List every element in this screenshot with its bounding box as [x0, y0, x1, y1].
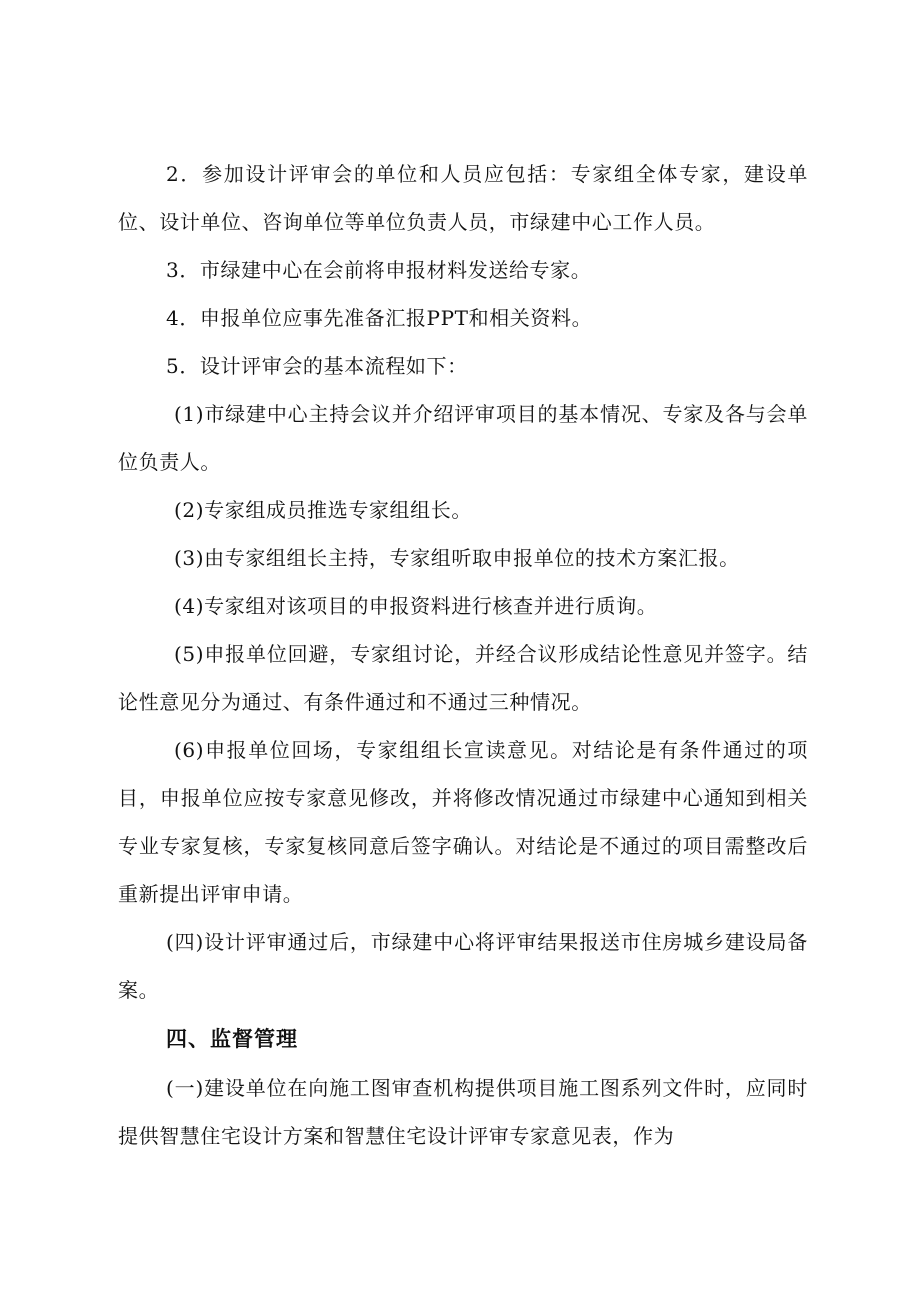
paragraph-filing: (四)设计评审通过后，市绿建中心将评审结果报送市住房城乡建设局备案。	[118, 930, 808, 1002]
paragraph-participants: 2．参加设计评审会的单位和人员应包括：专家组全体专家，建设单位、设计单位、咨询单位等单位负责人员，市绿建中心工作人员。	[118, 162, 808, 234]
process-step-3: (3)由专家组组长主持，专家组听取申报单位的技术方案汇报。	[174, 546, 740, 570]
document-body	[118, 150, 808, 1160]
process-step-4: (4)专家组对该项目的申报资料进行核查并进行质询。	[174, 594, 658, 618]
process-step-5: (5)申报单位回避，专家组讨论，并经合议形成结论性意见并签字。结论性意见分为通过、有条件通过和不通过三种情况。	[118, 642, 808, 714]
paragraph-send-materials: 3．市绿建中心在会前将申报材料发送给专家。	[166, 258, 592, 282]
process-step-1: (1)市绿建中心主持会议并介绍评审项目的基本情况、专家及各与会单位负责人。	[118, 402, 808, 474]
paragraph-process-intro: 5．设计评审会的基本流程如下：	[166, 354, 468, 378]
paragraph-prepare-ppt: 4．申报单位应事先准备汇报PPT和相关资料。	[166, 306, 593, 330]
paragraph-supervision-1: (一)建设单位在向施工图审查机构提供项目施工图系列文件时，应同时提供智慧住宅设计方案和智慧住宅设计评审专家意见表，作为	[118, 1076, 808, 1148]
process-step-6: (6)申报单位回场，专家组组长宣读意见。对结论是有条件通过的项目，申报单位应按专家意见修改，并将修改情况通过市绿建中心通知到相关专业专家复核，专家复核同意后签字确认。对结论是不通过的项目需整改后重新提出评审申请。	[118, 738, 808, 906]
process-step-2: (2)专家组成员推选专家组组长。	[174, 498, 472, 522]
section-heading-supervision: 四、监督管理	[166, 1027, 298, 1051]
